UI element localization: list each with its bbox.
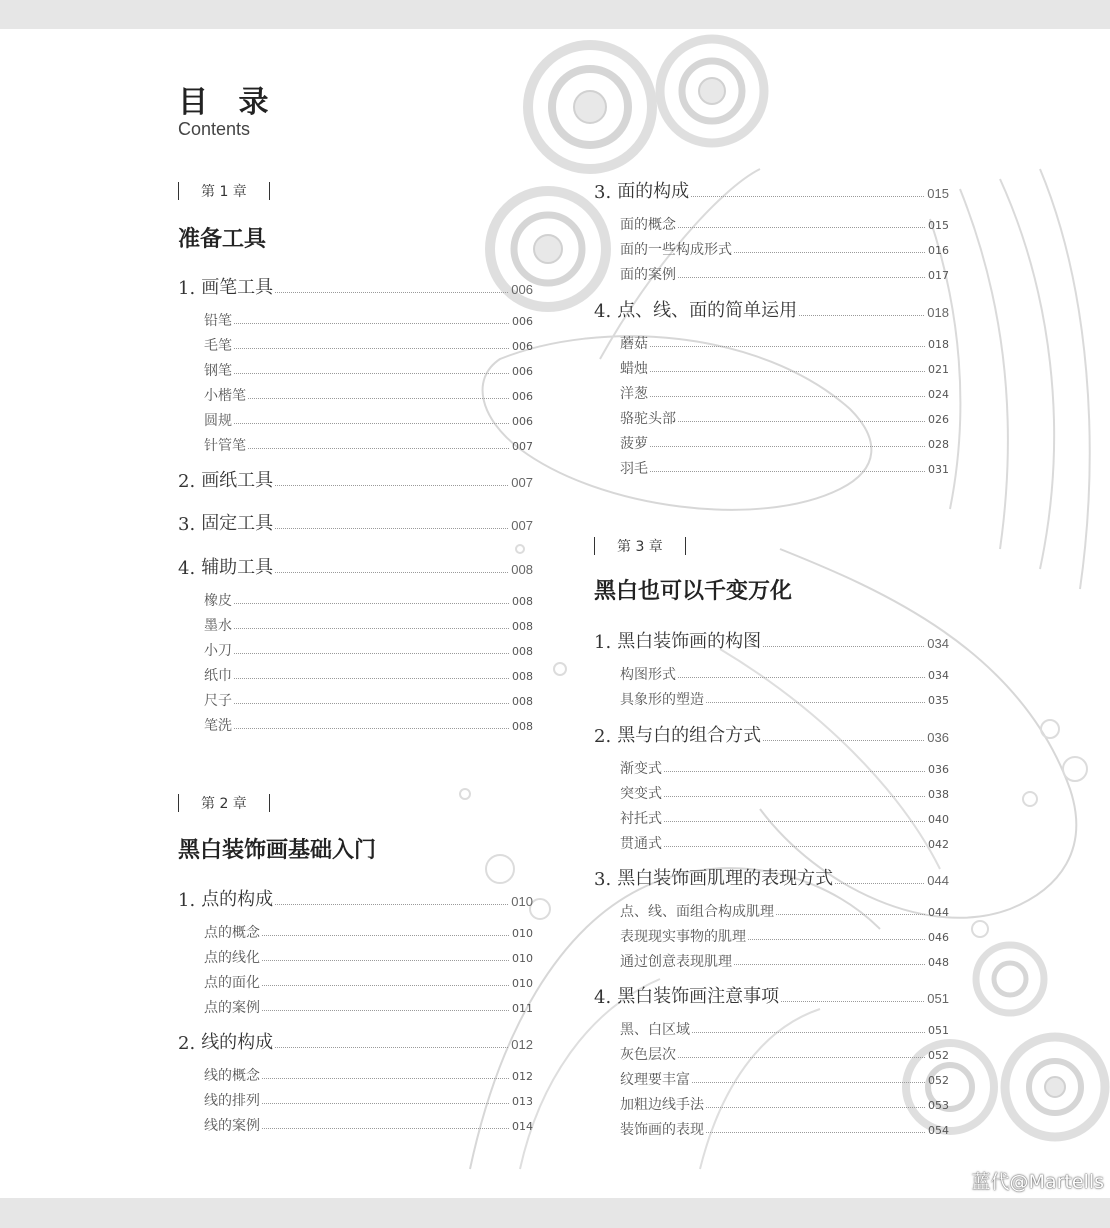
toc-item-entry[interactable] — [204, 715, 533, 735]
item-label: 线的概念 — [204, 1068, 260, 1084]
page-number: 010 — [511, 894, 533, 909]
section-number: 4. — [594, 987, 612, 1008]
page-number: 021 — [928, 363, 949, 376]
item-label: 铅笔 — [204, 313, 232, 329]
item-label: 点的面化 — [204, 975, 260, 991]
item-label: 表现现实事物的肌理 — [620, 929, 746, 945]
toc-item-entry[interactable] — [620, 1019, 949, 1039]
item-label: 点的线化 — [204, 950, 260, 966]
toc-page — [0, 29, 1110, 1198]
toc-section-entry[interactable] — [594, 298, 949, 322]
item-label: 构图形式 — [620, 667, 676, 683]
item-label: 渐变式 — [620, 761, 662, 777]
section-number: 3. — [594, 182, 612, 203]
toc-item-entry[interactable] — [204, 972, 533, 992]
toc-section-entry[interactable] — [594, 984, 949, 1008]
dot-leader — [691, 196, 924, 197]
toc-item-entry[interactable] — [620, 783, 949, 803]
toc-item-entry[interactable] — [620, 1069, 949, 1089]
page-number: 048 — [928, 956, 949, 969]
divider — [269, 182, 270, 200]
page-number: 008 — [512, 720, 533, 733]
divider — [269, 794, 270, 812]
section-label: 画纸工具 — [201, 470, 274, 491]
toc-section-entry[interactable] — [594, 866, 949, 890]
dot-leader — [748, 939, 925, 940]
section-number: 3. — [594, 869, 612, 890]
dot-leader — [262, 935, 509, 936]
section-label: 面的构成 — [617, 181, 690, 202]
toc-item-entry[interactable] — [620, 689, 949, 709]
toc-item-entry[interactable] — [204, 665, 533, 685]
item-label: 装饰画的表现 — [620, 1122, 704, 1138]
toc-item-entry[interactable] — [620, 264, 949, 284]
toc-item-entry[interactable] — [204, 997, 533, 1017]
chapter-title: 黑白装饰画基础入门 — [178, 837, 377, 863]
page-number: 011 — [512, 1002, 533, 1015]
item-label: 通过创意表现肌理 — [620, 954, 732, 970]
toc-section-entry[interactable] — [178, 555, 533, 579]
dot-leader — [678, 677, 925, 678]
item-label: 面的案例 — [620, 267, 676, 283]
dot-leader — [248, 448, 509, 449]
section-number: 2. — [594, 726, 612, 747]
toc-item-entry[interactable] — [620, 1094, 949, 1114]
page-number: 018 — [927, 305, 949, 320]
section-label: 点的构成 — [201, 889, 274, 910]
toc-item-entry[interactable] — [204, 640, 533, 660]
dot-leader — [275, 572, 508, 573]
item-label: 骆驼头部 — [620, 411, 676, 427]
dot-leader — [650, 396, 925, 397]
divider — [685, 537, 686, 555]
page-number: 008 — [512, 595, 533, 608]
toc-section-entry[interactable] — [178, 275, 533, 299]
item-label: 黑、白区域 — [620, 1022, 690, 1038]
page-number: 036 — [928, 763, 949, 776]
dot-leader — [275, 1047, 508, 1048]
dot-leader — [262, 960, 509, 961]
page-number: 051 — [927, 991, 949, 1006]
dot-leader — [262, 985, 509, 986]
page-number: 034 — [927, 636, 949, 651]
item-label: 尺子 — [204, 693, 232, 709]
item-label: 小刀 — [204, 643, 232, 659]
dot-leader — [650, 346, 925, 347]
toc-item-entry[interactable] — [620, 214, 949, 234]
dot-leader — [275, 292, 508, 293]
watermark: 蓝代@Martells — [971, 1171, 1104, 1193]
dot-leader — [763, 646, 924, 647]
toc-section-entry[interactable] — [594, 179, 949, 203]
toc-item-entry[interactable] — [204, 1115, 533, 1135]
toc-item-entry[interactable] — [620, 833, 949, 853]
toc-item-entry[interactable] — [620, 383, 949, 403]
page-number: 052 — [928, 1074, 949, 1087]
toc-item-entry[interactable] — [204, 922, 533, 942]
dot-leader — [678, 277, 925, 278]
page-number: 008 — [512, 645, 533, 658]
page-number: 008 — [511, 562, 533, 577]
dot-leader — [650, 446, 925, 447]
chapter-tag — [594, 536, 686, 556]
page-number: 053 — [928, 1099, 949, 1112]
section-number: 1. — [178, 890, 196, 911]
dot-leader — [262, 1078, 509, 1079]
toc-item-entry[interactable] — [204, 385, 533, 405]
dot-leader — [262, 1103, 509, 1104]
toc-item-entry[interactable] — [620, 808, 949, 828]
item-label: 羽毛 — [620, 461, 648, 477]
dot-leader — [275, 485, 508, 486]
section-label: 点、线、面的简单运用 — [617, 300, 798, 321]
chapter-number: 第 3 章 — [617, 539, 663, 555]
page-number: 007 — [511, 518, 533, 533]
toc-item-entry[interactable] — [204, 1065, 533, 1085]
dot-leader — [234, 628, 509, 629]
dot-leader — [734, 964, 925, 965]
page-number: 028 — [928, 438, 949, 451]
page-number: 026 — [928, 413, 949, 426]
item-label: 线的排列 — [204, 1093, 260, 1109]
chapter-title: 黑白也可以千变万化 — [594, 578, 793, 604]
dot-leader — [234, 348, 509, 349]
toc-section-entry[interactable] — [594, 723, 949, 747]
toc-item-entry[interactable] — [204, 435, 533, 455]
page-number: 013 — [512, 1095, 533, 1108]
page-number: 031 — [928, 463, 949, 476]
section-number: 3. — [178, 514, 196, 535]
page-number: 008 — [512, 670, 533, 683]
dot-leader — [234, 603, 509, 604]
section-number: 4. — [178, 558, 196, 579]
page-number: 012 — [512, 1070, 533, 1083]
page-number: 015 — [927, 186, 949, 201]
item-label: 点的案例 — [204, 1000, 260, 1016]
section-label: 线的构成 — [201, 1032, 274, 1053]
toc-section-entry[interactable] — [178, 468, 533, 492]
toc-item-entry[interactable] — [620, 951, 949, 971]
flower-icon — [660, 39, 764, 143]
item-label: 贯通式 — [620, 836, 662, 852]
item-label: 点、线、面组合构成肌理 — [620, 904, 774, 920]
item-label: 洋葱 — [620, 386, 648, 402]
item-label: 蘑菇 — [620, 336, 648, 352]
toc-item-entry[interactable] — [204, 590, 533, 610]
page-number: 015 — [928, 219, 949, 232]
section-number: 2. — [178, 471, 196, 492]
item-label: 针管笔 — [204, 438, 246, 454]
section-label: 固定工具 — [201, 513, 274, 534]
dot-leader — [706, 1132, 925, 1133]
page-number: 006 — [512, 365, 533, 378]
chapter-tag — [178, 793, 270, 813]
toc-item-entry[interactable] — [204, 310, 533, 330]
dot-leader — [706, 702, 925, 703]
toc-section-entry[interactable] — [178, 887, 533, 911]
section-label: 黑与白的组合方式 — [617, 725, 762, 746]
dot-leader — [664, 771, 925, 772]
dot-leader — [248, 398, 509, 399]
item-label: 纹理要丰富 — [620, 1072, 690, 1088]
page-number: 007 — [511, 475, 533, 490]
dot-leader — [275, 904, 508, 905]
dot-leader — [781, 1001, 924, 1002]
toc-item-entry[interactable] — [620, 239, 949, 259]
dot-leader — [799, 315, 924, 316]
dot-leader — [678, 227, 925, 228]
toc-item-entry[interactable] — [620, 1044, 949, 1064]
page-number: 010 — [512, 977, 533, 990]
item-label: 圆规 — [204, 413, 232, 429]
page-title: 目 录 — [178, 85, 279, 120]
page-number: 010 — [512, 927, 533, 940]
dot-leader — [835, 883, 924, 884]
toc-item-entry[interactable] — [620, 333, 949, 353]
page-number: 006 — [512, 390, 533, 403]
page-number: 044 — [927, 873, 949, 888]
page-number: 006 — [511, 282, 533, 297]
toc-item-entry[interactable] — [620, 926, 949, 946]
toc-item-entry[interactable] — [204, 410, 533, 430]
item-label: 钢笔 — [204, 363, 232, 379]
dot-leader — [234, 678, 509, 679]
section-number: 4. — [594, 301, 612, 322]
page-number: 046 — [928, 931, 949, 944]
dot-leader — [678, 1057, 925, 1058]
dot-leader — [706, 1107, 925, 1108]
page-number: 036 — [927, 730, 949, 745]
item-label: 线的案例 — [204, 1118, 260, 1134]
page-number: 006 — [512, 315, 533, 328]
page-number: 024 — [928, 388, 949, 401]
dot-leader — [262, 1128, 509, 1129]
page-number: 008 — [512, 695, 533, 708]
dot-leader — [776, 914, 925, 915]
item-label: 突变式 — [620, 786, 662, 802]
item-label: 墨水 — [204, 618, 232, 634]
item-label: 毛笔 — [204, 338, 232, 354]
toc-item-entry[interactable] — [620, 458, 949, 478]
dot-leader — [692, 1032, 925, 1033]
dot-leader — [678, 421, 925, 422]
toc-item-entry[interactable] — [620, 408, 949, 428]
dot-leader — [234, 653, 509, 654]
page-number: 044 — [928, 906, 949, 919]
toc-item-entry[interactable] — [620, 1119, 949, 1139]
item-label: 衬托式 — [620, 811, 662, 827]
item-label: 灰色层次 — [620, 1047, 676, 1063]
dot-leader — [763, 740, 924, 741]
page-number: 042 — [928, 838, 949, 851]
page-number: 054 — [928, 1124, 949, 1137]
page-number: 006 — [512, 415, 533, 428]
section-number: 2. — [178, 1033, 196, 1054]
item-label: 橡皮 — [204, 593, 232, 609]
toc-section-entry[interactable] — [178, 511, 533, 535]
dot-leader — [664, 846, 925, 847]
toc-item-entry[interactable] — [204, 947, 533, 967]
toc-item-entry[interactable] — [204, 360, 533, 380]
section-label: 黑白装饰画注意事项 — [617, 986, 780, 1007]
page-number: 052 — [928, 1049, 949, 1062]
page-number: 014 — [512, 1120, 533, 1133]
toc-item-entry[interactable] — [204, 615, 533, 635]
dot-leader — [234, 423, 509, 424]
chapter-tag — [178, 181, 270, 201]
page-number: 010 — [512, 952, 533, 965]
item-label: 蜡烛 — [620, 361, 648, 377]
page-number: 051 — [928, 1024, 949, 1037]
dot-leader — [234, 728, 509, 729]
section-label: 辅助工具 — [201, 557, 274, 578]
page-subtitle: Contents — [178, 119, 251, 139]
flower-icon — [528, 45, 652, 169]
toc-section-entry[interactable] — [178, 1030, 533, 1054]
section-label: 画笔工具 — [201, 277, 274, 298]
section-number: 1. — [594, 632, 612, 653]
dot-leader — [664, 796, 925, 797]
page-number: 016 — [928, 244, 949, 257]
chapter-number: 第 2 章 — [201, 796, 247, 812]
page-number: 018 — [928, 338, 949, 351]
dot-leader — [234, 323, 509, 324]
dot-leader — [262, 1010, 509, 1011]
item-label: 加粗边线手法 — [620, 1097, 704, 1113]
item-label: 纸巾 — [204, 668, 232, 684]
toc-item-entry[interactable] — [620, 664, 949, 684]
section-label: 黑白装饰画肌理的表现方式 — [617, 868, 834, 889]
toc-item-entry[interactable] — [620, 433, 949, 453]
chapter-number: 第 1 章 — [201, 184, 247, 200]
dot-leader — [234, 703, 509, 704]
dot-leader — [734, 252, 925, 253]
dot-leader — [650, 471, 925, 472]
toc-item-entry[interactable] — [204, 690, 533, 710]
item-label: 具象形的塑造 — [620, 692, 704, 708]
dot-leader — [664, 821, 925, 822]
toc-item-entry[interactable] — [204, 335, 533, 355]
page-number: 017 — [928, 269, 949, 282]
page-number: 038 — [928, 788, 949, 801]
item-label: 面的概念 — [620, 217, 676, 233]
toc-section-entry[interactable] — [594, 629, 949, 653]
page-number: 034 — [928, 669, 949, 682]
flower-icon — [1005, 1037, 1105, 1137]
dot-leader — [234, 373, 509, 374]
page-number: 035 — [928, 694, 949, 707]
toc-item-entry[interactable] — [620, 358, 949, 378]
page-number: 008 — [512, 620, 533, 633]
page-number: 007 — [512, 440, 533, 453]
chapter-title: 准备工具 — [178, 226, 267, 252]
toc-item-entry[interactable] — [620, 758, 949, 778]
page-number: 012 — [511, 1037, 533, 1052]
section-label: 黑白装饰画的构图 — [617, 631, 762, 652]
item-label: 小楷笔 — [204, 388, 246, 404]
item-label: 菠萝 — [620, 436, 648, 452]
toc-item-entry[interactable] — [204, 1090, 533, 1110]
dot-leader — [692, 1082, 925, 1083]
dot-leader — [650, 371, 925, 372]
dot-leader — [275, 528, 508, 529]
page-number: 040 — [928, 813, 949, 826]
page-number: 006 — [512, 340, 533, 353]
flower-icon — [976, 945, 1044, 1013]
toc-item-entry[interactable] — [620, 901, 949, 921]
item-label: 笔洗 — [204, 718, 232, 734]
section-number: 1. — [178, 278, 196, 299]
item-label: 点的概念 — [204, 925, 260, 941]
item-label: 面的一些构成形式 — [620, 242, 732, 258]
